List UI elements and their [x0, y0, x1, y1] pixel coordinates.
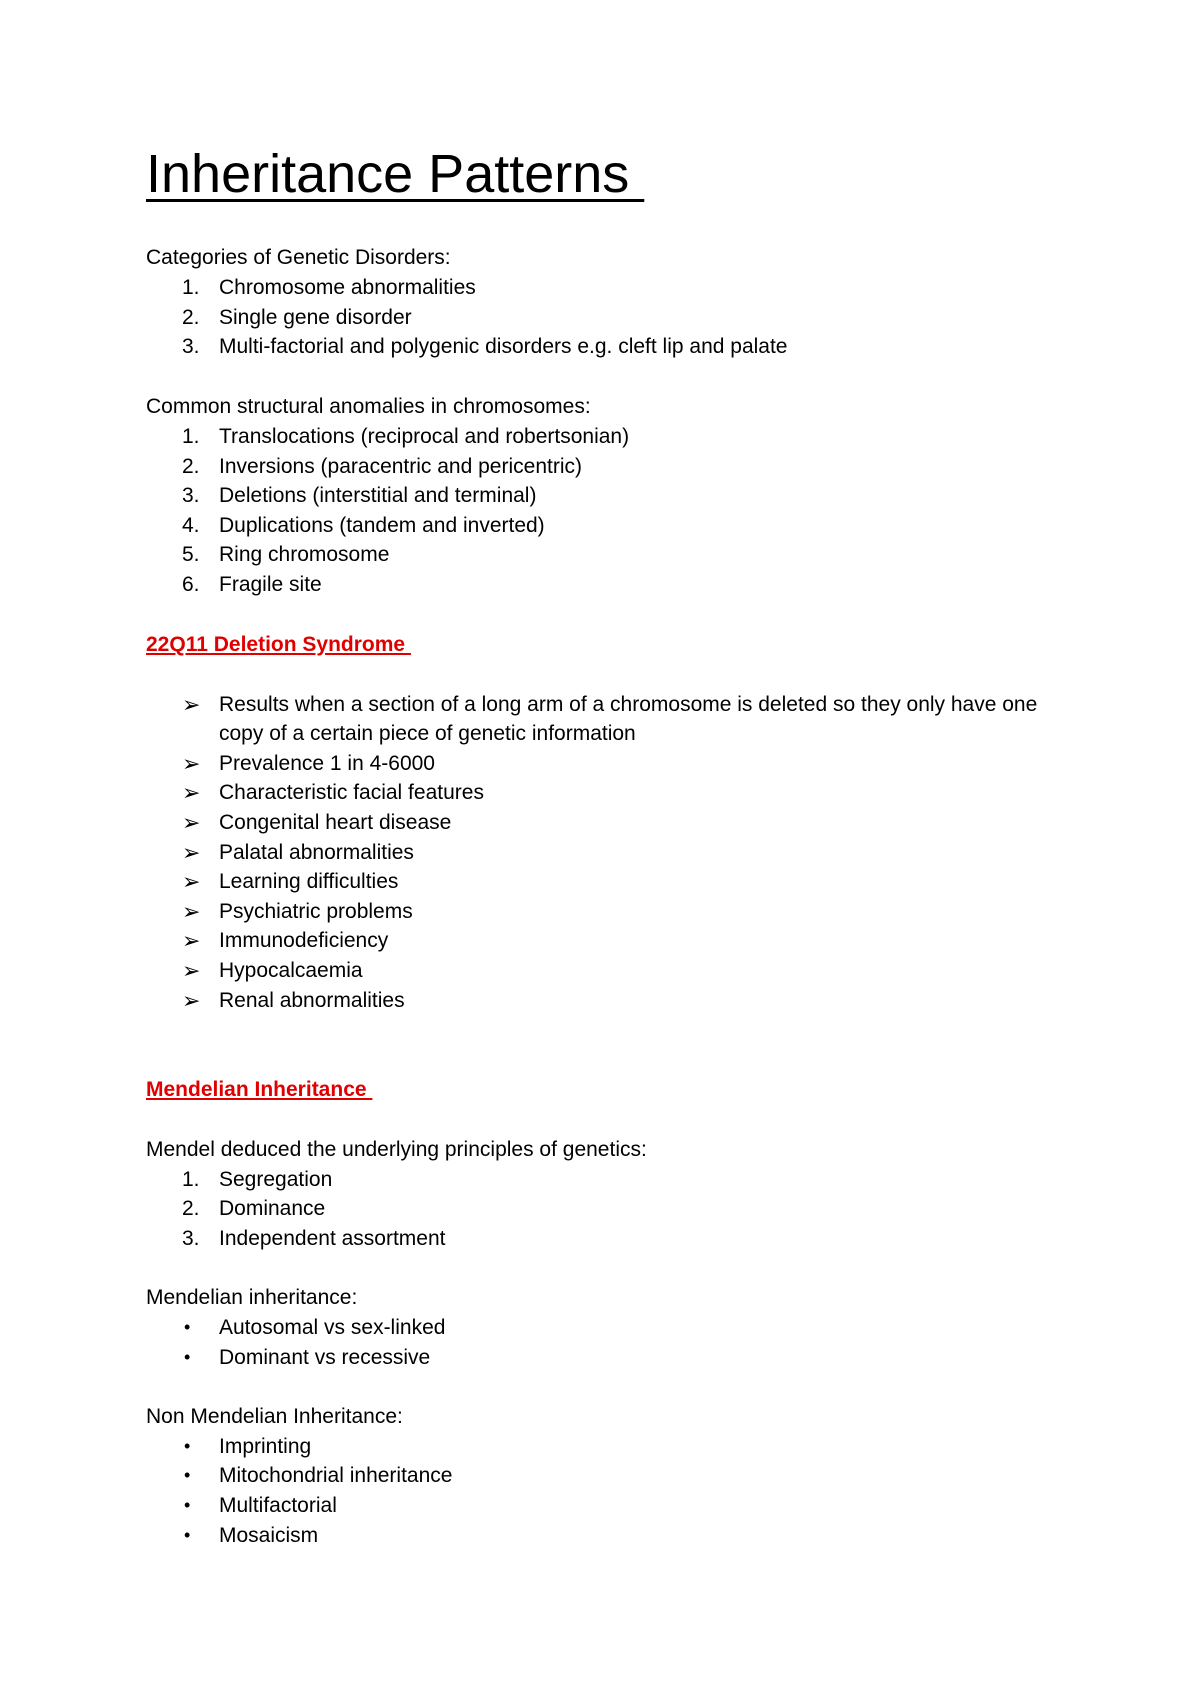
list-item: 2. Dominance — [182, 1197, 326, 1221]
bullet-icon: • — [184, 1524, 191, 1545]
list-item: ➢ Hypocalcaemia — [146, 956, 1086, 986]
list-item: 3. Independent assortment — [182, 1226, 446, 1250]
categories-list — [146, 273, 1086, 362]
list-item: • Multifactorial — [146, 1491, 1086, 1521]
arrow-bullet-icon: ➢ — [182, 809, 201, 835]
list-item: ➢ Immunodeficiency — [146, 926, 1086, 956]
list-item: 1. Segregation — [182, 1167, 333, 1191]
bullet-icon: • — [184, 1494, 191, 1515]
arrow-bullet-icon: ➢ — [182, 898, 201, 924]
list-item: 1. Chromosome abnormalities — [182, 276, 476, 299]
list-item: ➢ Congenital heart disease — [146, 808, 1086, 838]
list-item: 4. Duplications (tandem and inverted) — [182, 513, 545, 537]
inheritance-heading: Mendelian inheritance: — [146, 1285, 358, 1309]
list-item: 5. Ring chromosome — [182, 543, 390, 567]
list-item: ➢ Palatal abnormalities — [146, 838, 1086, 868]
list-item: ➢ Renal abnormalities — [146, 986, 1086, 1016]
arrow-bullet-icon: ➢ — [182, 987, 201, 1013]
list-item: • Imprinting — [146, 1432, 1086, 1462]
categories-section — [146, 243, 1086, 362]
deletion-heading: 22Q11 Deletion Syndrome — [146, 633, 411, 656]
list-item: ➢ Learning difficulties — [146, 867, 1086, 897]
list-item: 3. Multi-factorial and polygenic disorders e.g. cleft lip and palate — [182, 335, 788, 359]
arrow-bullet-icon: ➢ — [182, 780, 201, 806]
principles-list — [146, 1165, 1086, 1254]
bullet-icon: • — [184, 1346, 191, 1367]
bullet-icon: • — [184, 1465, 191, 1486]
structural-list — [146, 422, 1086, 600]
list-item: 1. Translocations (reciprocal and robertsonian) — [182, 425, 630, 448]
non-mendelian-heading: Non Mendelian Inheritance: — [146, 1404, 403, 1428]
list-item: ➢ Characteristic facial features — [146, 778, 1086, 808]
list-item: ➢ Prevalence 1 in 4-6000 — [146, 749, 1086, 779]
list-item: 2. Single gene disorder — [182, 305, 412, 329]
list-item: 2. Inversions (paracentric and pericentric) — [182, 454, 582, 478]
list-item: • Dominant vs recessive — [146, 1343, 1086, 1373]
bullet-icon: • — [184, 1316, 191, 1337]
list-item: • Mitochondrial inheritance — [146, 1461, 1086, 1491]
structural-section — [146, 392, 1086, 600]
list-item: ➢ Results when a section of a long arm of a chromosome is deleted so they only have one copy of a certain piece of genetic information — [182, 691, 1038, 746]
list-item: 6. Fragile site — [182, 572, 322, 596]
deletion-section — [146, 630, 1086, 1015]
list-item: ➢ Psychiatric problems — [146, 897, 1086, 927]
arrow-bullet-icon: ➢ — [182, 928, 201, 954]
arrow-bullet-icon: ➢ — [182, 839, 201, 865]
arrow-bullet-icon: ➢ — [182, 691, 201, 717]
mendelian-section — [146, 1075, 1086, 1550]
structural-heading: Common structural anomalies in chromosomes: — [146, 395, 591, 418]
list-item: • Mosaicism — [146, 1521, 1086, 1551]
mendelian-heading: Mendelian Inheritance — [146, 1078, 373, 1101]
bullet-icon: • — [184, 1435, 191, 1456]
arrow-bullet-icon: ➢ — [182, 957, 201, 983]
principles-heading: Mendel deduced the underlying principles of genetics: — [146, 1137, 647, 1161]
page-title: Inheritance Patterns — [146, 144, 645, 204]
inheritance-list — [146, 1313, 1086, 1372]
arrow-bullet-icon: ➢ — [182, 750, 201, 776]
categories-heading: Categories of Genetic Disorders: — [146, 246, 451, 269]
deletion-list — [146, 690, 1086, 1016]
arrow-bullet-icon: ➢ — [182, 869, 201, 895]
non-mendelian-list — [146, 1432, 1086, 1550]
list-item: 3. Deletions (interstitial and terminal) — [182, 484, 537, 508]
list-item: • Autosomal vs sex-linked — [146, 1313, 1086, 1343]
